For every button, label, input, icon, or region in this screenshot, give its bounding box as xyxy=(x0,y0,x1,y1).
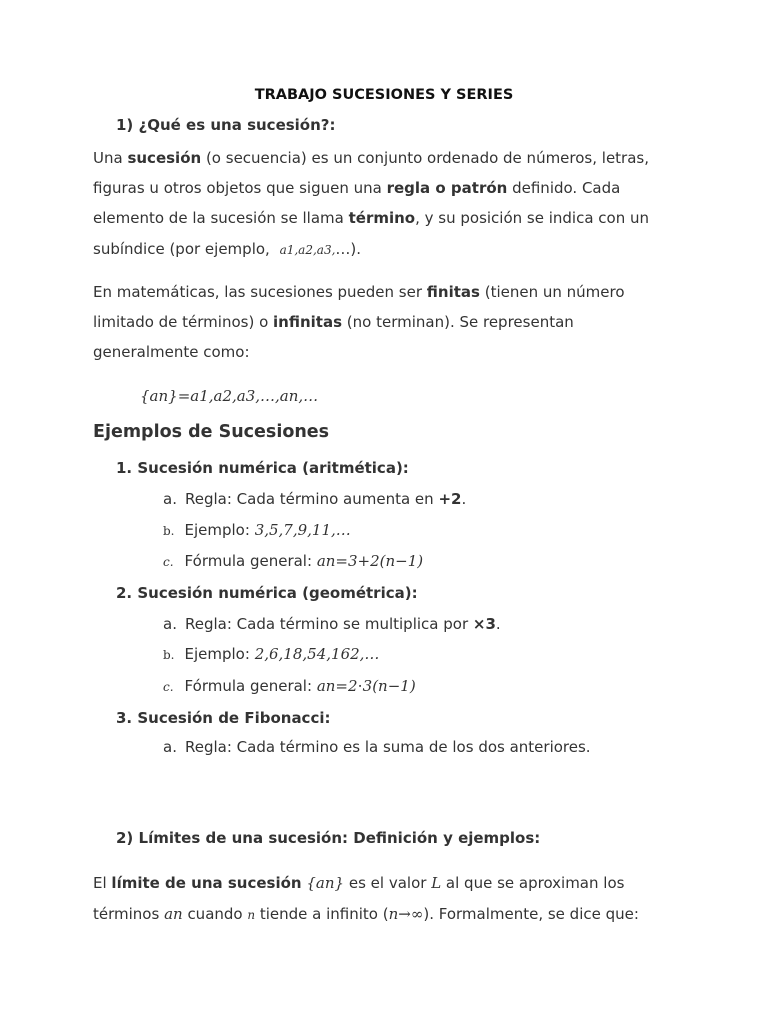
example-3-item-a: a. Regla: Cada término es la suma de los dos anteriores. xyxy=(163,738,591,756)
para1-line1: Una sucesión (o secuencia) es un conjunto ordenado de números, letras, xyxy=(93,149,649,167)
para3-line1: El límite de una sucesión {an} es el valor L al que se aproximan los xyxy=(93,874,625,892)
example-2-item-a: a. Regla: Cada término se multiplica por ×3. xyxy=(163,615,501,633)
document-title: TRABAJO SUCESIONES Y SERIES xyxy=(254,87,514,103)
example-3-title: 3. Sucesión de Fibonacci: xyxy=(116,709,331,727)
examples-heading: Ejemplos de Sucesiones xyxy=(93,422,330,442)
example-2-item-b: b. Ejemplo: 2,6,18,54,162,… xyxy=(163,645,380,663)
para1-line3: elemento de la sucesión se llama término, y su posición se indica con un xyxy=(93,209,650,227)
para2-line1: En matemáticas, las sucesiones pueden ser finitas (tienen un número xyxy=(93,283,625,301)
example-2-item-c: c. Fórmula general: an=2⋅3(n−1) xyxy=(163,677,416,695)
para1-line2: figuras u otros objetos que siguen una regla o patrón definido. Cada xyxy=(93,179,621,197)
example-1-item-b: b. Ejemplo: 3,5,7,9,11,… xyxy=(163,521,351,539)
example-2-title: 2. Sucesión numérica (geométrica): xyxy=(116,584,418,602)
para2-line3: generalmente como: xyxy=(93,343,250,361)
para3-line2: términos an cuando n tiende a infinito (n→∞). Formalmente, se dice que: xyxy=(93,905,639,923)
question-2-heading: 2) Límites de una sucesión: Definición y ejemplos: xyxy=(116,829,541,847)
para2-line2: limitado de términos) o infinitas (no terminan). Se representan xyxy=(93,313,574,331)
example-1-item-c: c. Fórmula general: an=3+2(n−1) xyxy=(163,552,424,570)
sequence-formula: {an}=a1,a2,a3,…,an,… xyxy=(140,387,319,405)
example-1-item-a: a. Regla: Cada término aumenta en +2. xyxy=(163,490,467,508)
para1-line4: subíndice (por ejemplo, a1,a2,a3,…). xyxy=(93,240,362,258)
example-1-title: 1. Sucesión numérica (aritmética): xyxy=(116,459,409,477)
question-1-heading: 1) ¿Qué es una sucesión?: xyxy=(116,116,336,134)
